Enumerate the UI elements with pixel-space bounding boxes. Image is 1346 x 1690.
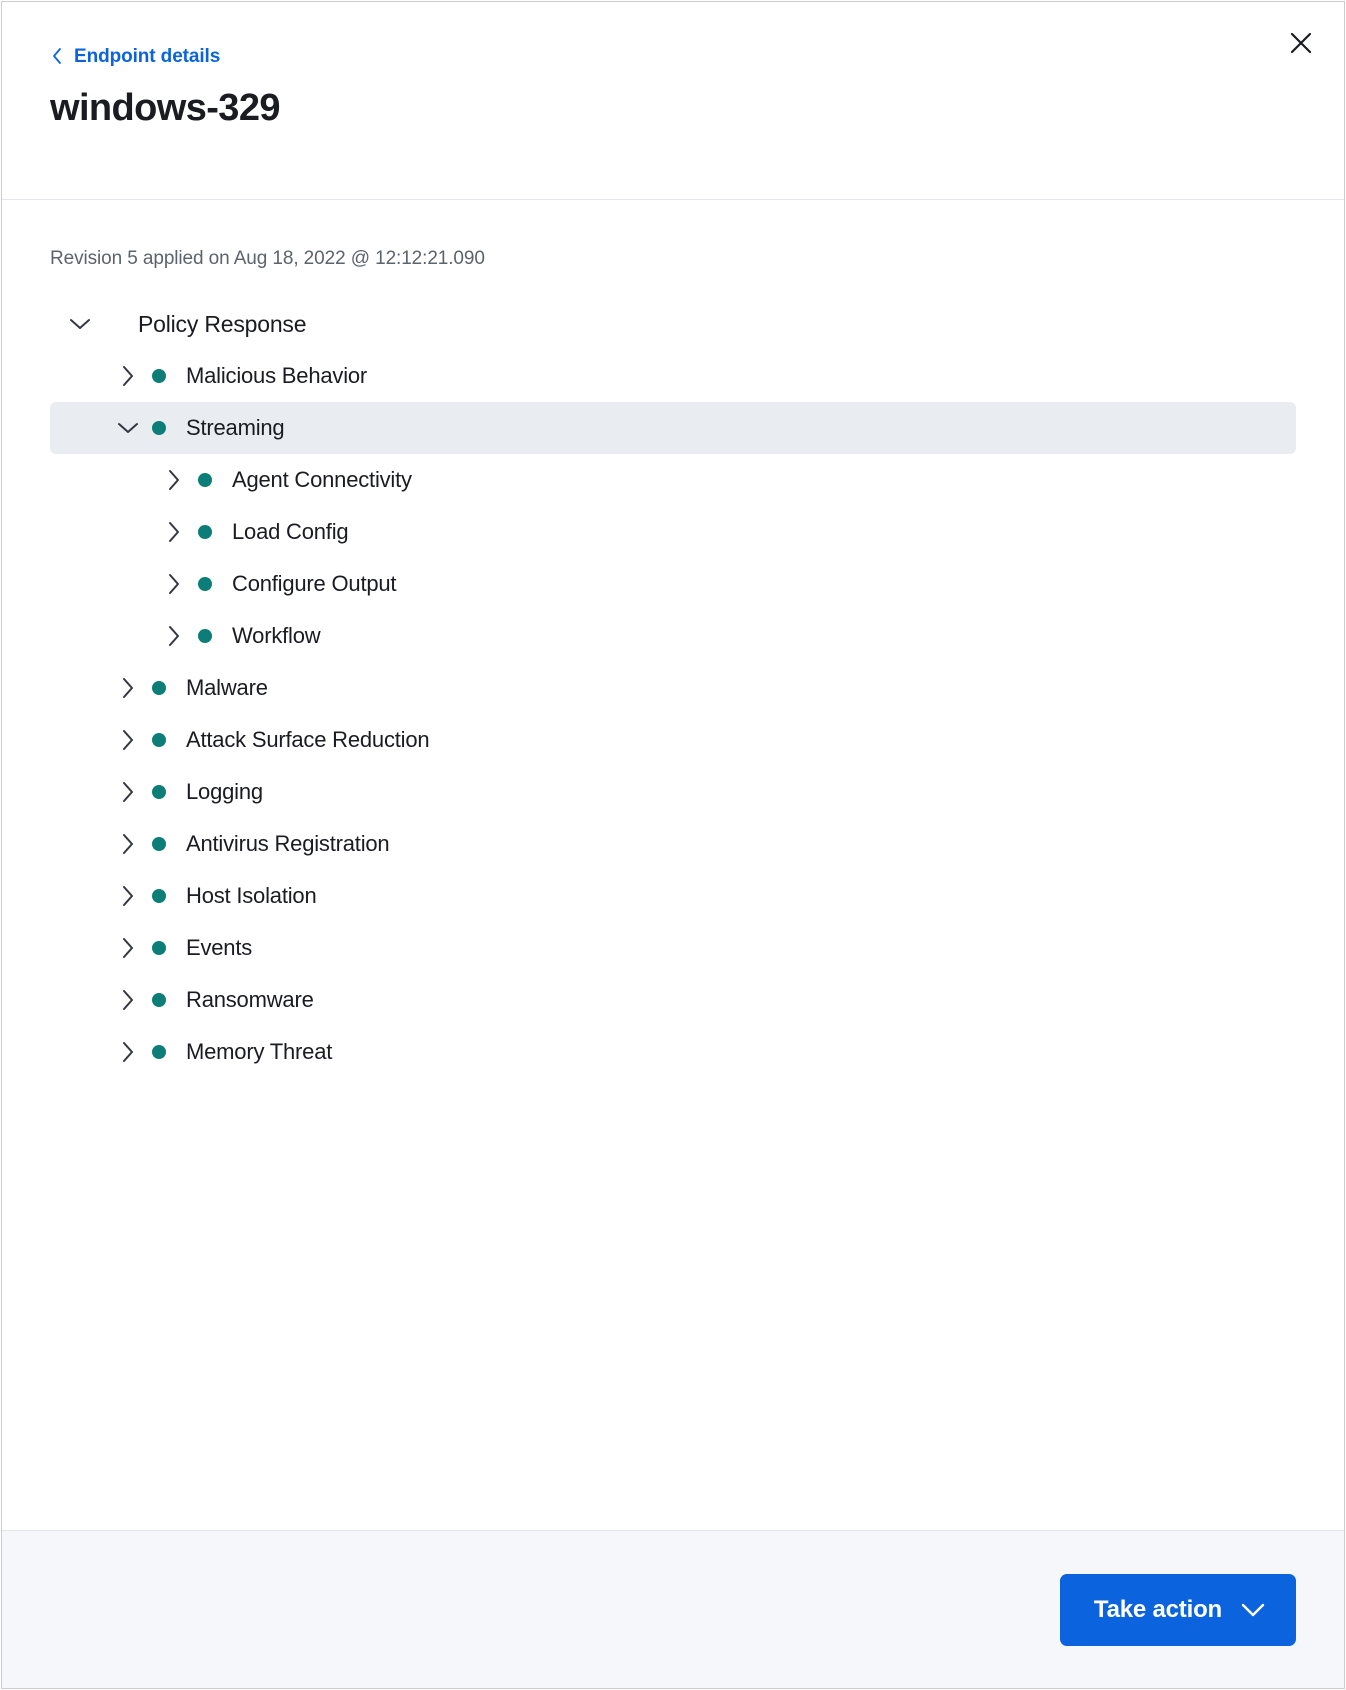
chevron-right-icon[interactable]	[116, 728, 140, 752]
endpoint-details-flyout	[1, 1, 1345, 1689]
status-dot	[198, 473, 212, 487]
status-dot	[152, 993, 166, 1007]
close-button[interactable]	[1284, 26, 1318, 60]
tree-row-label: Malicious Behavior	[186, 363, 368, 388]
status-dot	[198, 577, 212, 591]
chevron-right-icon[interactable]	[116, 364, 140, 388]
status-dot	[152, 1045, 166, 1059]
status-dot	[152, 681, 166, 695]
policy-response-tree	[50, 298, 1296, 1078]
status-dot	[198, 629, 212, 643]
status-dot	[152, 733, 166, 747]
tree-row[interactable]	[50, 818, 1296, 870]
tree-row[interactable]	[50, 454, 1296, 506]
tree-row-label: Agent Connectivity	[232, 467, 412, 492]
chevron-down-icon[interactable]	[116, 416, 140, 440]
status-dot	[152, 889, 166, 903]
tree-row-label: Streaming	[186, 415, 285, 440]
tree-row-label: Host Isolation	[186, 883, 317, 908]
tree-row[interactable]	[50, 1026, 1296, 1078]
close-icon	[1288, 30, 1314, 56]
chevron-right-icon[interactable]	[116, 780, 140, 804]
tree-row[interactable]	[50, 714, 1296, 766]
chevron-right-icon[interactable]	[116, 832, 140, 856]
status-dot	[152, 369, 166, 383]
tree-row-label: Configure Output	[232, 571, 397, 596]
tree-row[interactable]	[50, 870, 1296, 922]
tree-row[interactable]	[50, 974, 1296, 1026]
breadcrumb-back-label: Endpoint details	[74, 45, 221, 67]
chevron-right-icon[interactable]	[116, 936, 140, 960]
tree-row-label: Logging	[186, 779, 263, 804]
chevron-down-icon	[1240, 1597, 1266, 1623]
status-dot	[152, 785, 166, 799]
flyout-footer	[2, 1530, 1344, 1688]
tree-row[interactable]	[50, 922, 1296, 974]
chevron-right-icon[interactable]	[116, 988, 140, 1012]
tree-row-label: Antivirus Registration	[186, 831, 390, 856]
chevron-down-icon[interactable]	[68, 312, 92, 336]
chevron-right-icon[interactable]	[116, 1040, 140, 1064]
chevron-right-icon[interactable]	[162, 468, 186, 492]
tree-row[interactable]	[50, 350, 1296, 402]
status-dot-placeholder	[104, 317, 118, 331]
tree-row[interactable]	[50, 610, 1296, 662]
status-dot	[152, 421, 166, 435]
tree-row[interactable]	[50, 402, 1296, 454]
chevron-right-icon[interactable]	[116, 884, 140, 908]
tree-row-label: Attack Surface Reduction	[186, 727, 430, 752]
tree-row-label: Ransomware	[186, 987, 314, 1012]
tree-row-label: Memory Threat	[186, 1039, 333, 1064]
tree-row-label: Policy Response	[138, 310, 307, 337]
take-action-label: Take action	[1093, 1595, 1222, 1623]
tree-row-label: Malware	[186, 675, 268, 700]
tree-row-label: Load Config	[232, 519, 349, 544]
take-action-button[interactable]	[1060, 1574, 1296, 1646]
tree-row[interactable]	[50, 558, 1296, 610]
revision-text: Revision 5 applied on Aug 18, 2022 @ 12:12:21.090	[50, 248, 485, 269]
tree-row[interactable]	[50, 766, 1296, 818]
flyout-body	[2, 200, 1344, 1530]
breadcrumb-back-link[interactable]	[50, 46, 220, 66]
chevron-right-icon[interactable]	[162, 520, 186, 544]
tree-row[interactable]	[50, 298, 1296, 350]
status-dot	[152, 941, 166, 955]
tree-row-label: Events	[186, 935, 253, 960]
tree-row[interactable]	[50, 506, 1296, 558]
chevron-right-icon[interactable]	[162, 572, 186, 596]
flyout-header	[2, 2, 1344, 200]
status-dot	[198, 525, 212, 539]
tree-row[interactable]	[50, 662, 1296, 714]
chevron-right-icon[interactable]	[116, 676, 140, 700]
chevron-right-icon[interactable]	[162, 624, 186, 648]
chevron-left-icon	[50, 46, 64, 66]
status-dot	[152, 837, 166, 851]
page-title: windows-329	[50, 87, 280, 129]
tree-row-label: Workflow	[232, 623, 321, 648]
